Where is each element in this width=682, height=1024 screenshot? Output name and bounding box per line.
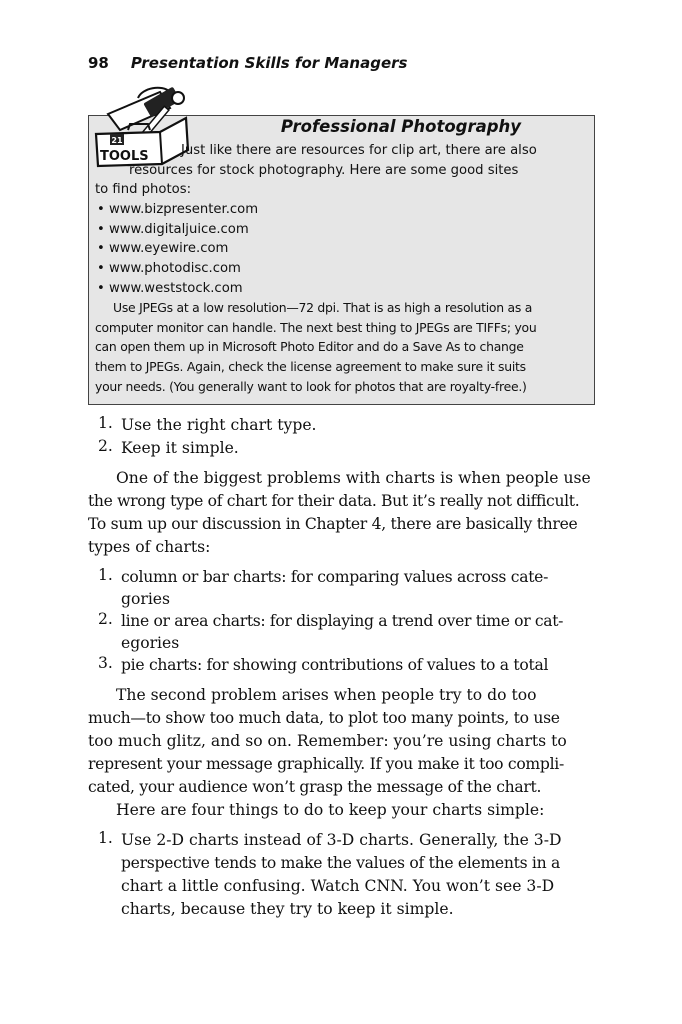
list-item-continued: chart a little confusing. Watch CNN. You won’t see 3-D (121, 877, 555, 895)
body-line: One of the biggest problems with charts is when people use (116, 469, 591, 487)
list-item-continued: perspective tends to make the values of the elements in a (121, 854, 561, 872)
list-number: 1. (98, 829, 113, 847)
book-title: Presentation Skills for Managers (130, 54, 408, 72)
list-number: 2. (98, 610, 113, 628)
page-number: 98 (88, 54, 109, 72)
sidebar-para-line: them to JPEGs. Again, check the license agreement to make sure it suits (95, 359, 526, 375)
sidebar-para-line: can open them up in Microsoft Photo Editor and do a Save As to change (95, 339, 524, 355)
body-line: types of charts: (88, 538, 211, 556)
sidebar-paragraph (95, 298, 591, 397)
sidebar-para-line: Use JPEGs at a low resolution—72 dpi. That is as high a resolution as a (113, 300, 533, 315)
list-number: 1. (98, 414, 113, 432)
list-item: column or bar charts: for comparing values across cate- (121, 568, 549, 586)
body-line: cated, your audience won’t grasp the message of the chart. (88, 778, 542, 796)
body-line: The second problem arises when people try to do too (116, 686, 537, 704)
list-item-continued: egories (121, 634, 180, 652)
body-line: represent your message graphically. If you make it too compli- (88, 755, 564, 773)
list-item: Keep it simple. (121, 439, 239, 457)
body-line: much—to show too much data, to plot too many points, to use (88, 709, 560, 727)
list-number: 3. (98, 654, 113, 672)
sidebar-intro-line: resources for stock photography. Here are some good sites (129, 163, 519, 178)
toolbox-label: TOOLS (100, 149, 149, 164)
site-list-item: • www.bizpresenter.com (97, 202, 259, 217)
sidebar-para-line: computer monitor can handle. The next best thing to JPEGs are TIFFs; you (95, 319, 537, 335)
body-line: the wrong type of chart for their data. But it’s really not difficult. (88, 492, 580, 510)
sidebar-intro-line: Just like there are resources for clip art, there are also (181, 143, 537, 158)
running-head (88, 54, 407, 72)
toolbox-badge: 21 (111, 136, 123, 145)
list-number: 1. (98, 566, 113, 584)
list-item: line or area charts: for displaying a trend over time or cat- (121, 612, 564, 630)
body-line: To sum up our discussion in Chapter 4, there are basically three (88, 515, 578, 533)
site-list-item: • www.weststock.com (97, 281, 243, 296)
sidebar-intro-line: to find photos: (95, 182, 192, 197)
body-line: too much glitz, and so on. Remember: you’re using charts to (88, 732, 567, 750)
site-list-item: • www.digitaljuice.com (97, 222, 249, 237)
sidebar-title: Professional Photography (280, 117, 522, 136)
list-item-continued: gories (121, 590, 171, 608)
site-list-item: • www.eyewire.com (97, 241, 229, 256)
sidebar-para-line: your needs. (You generally want to look for photos that are royalty-free.) (95, 378, 527, 394)
list-item: Use the right chart type. (121, 416, 317, 434)
list-number: 2. (98, 437, 113, 455)
body-line: Here are four things to do to keep your charts simple: (116, 801, 545, 819)
list-item-continued: charts, because they try to keep it simple. (121, 900, 454, 918)
list-item: pie charts: for showing contributions of values to a total (121, 656, 549, 674)
list-item: Use 2-D charts instead of 3-D charts. Generally, the 3-D (121, 831, 562, 849)
site-list-item: • www.photodisc.com (97, 261, 241, 276)
